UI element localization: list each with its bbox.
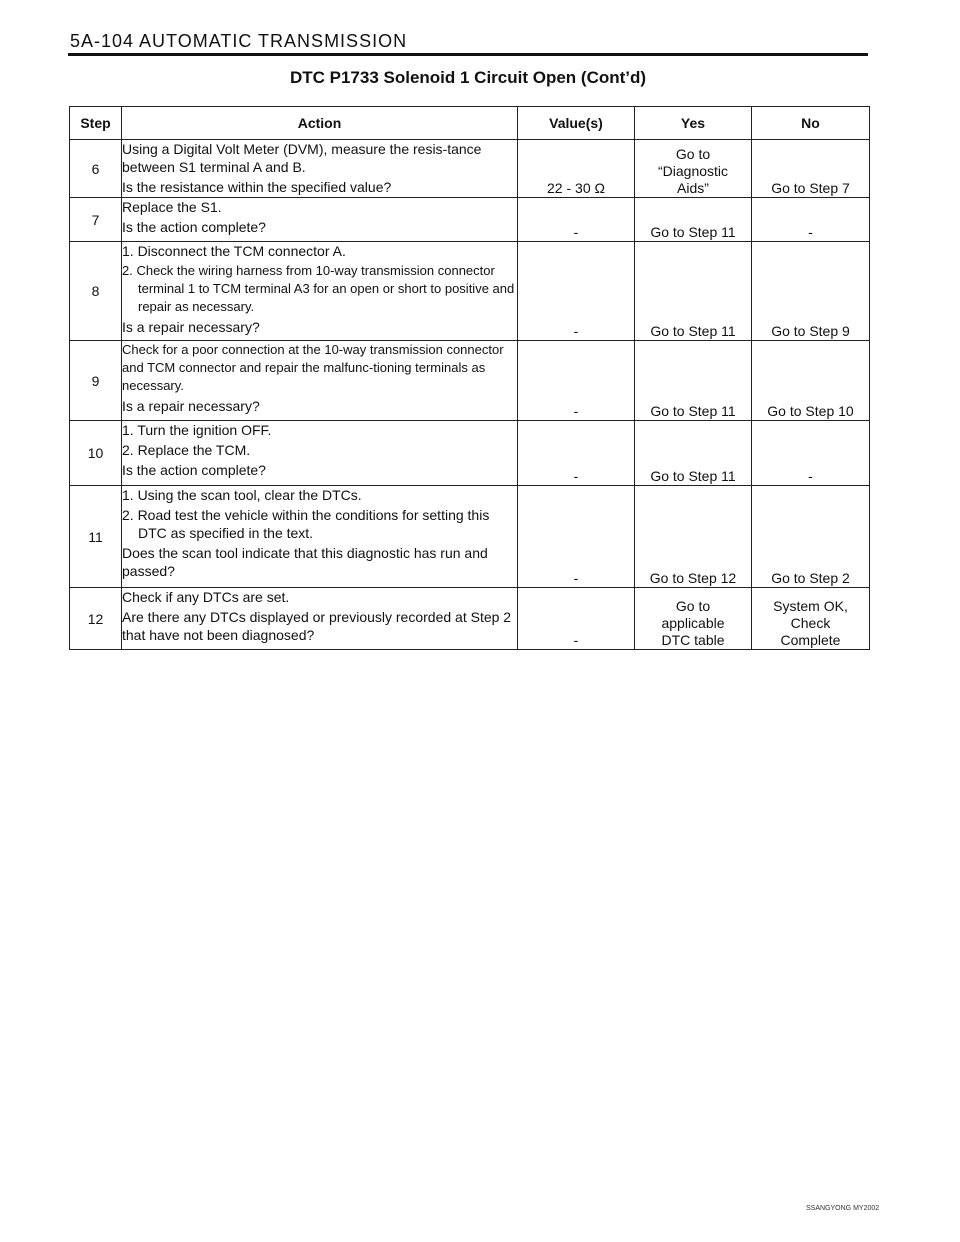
step-number: 9 xyxy=(70,341,122,421)
yes-cell: Go to Step 11 xyxy=(635,341,752,421)
no-cell: Go to Step 9 xyxy=(752,242,870,341)
table-row xyxy=(70,242,870,341)
value-cell: - xyxy=(518,588,635,650)
value-cell: - xyxy=(518,421,635,486)
diagnostic-table xyxy=(69,106,870,650)
value-cell: - xyxy=(518,242,635,341)
action-line: 2. Check the wiring harness from 10-way transmission connector terminal 1 to TCM terminal A3 for an open or short to positive and repair as necessary. xyxy=(122,263,515,314)
value-cell: - xyxy=(518,198,635,242)
yes-cell: Go to Step 12 xyxy=(635,486,752,588)
header-rule xyxy=(68,53,868,56)
no-cell: - xyxy=(752,198,870,242)
footer-brand: SSANGYONG MY2002 xyxy=(806,1205,880,1212)
step-number: 10 xyxy=(70,421,122,486)
no-cell: Go to Step 2 xyxy=(752,486,870,588)
action-line: Is a repair necessary? xyxy=(122,319,260,335)
action-line: 1. Disconnect the TCM connector A. xyxy=(122,243,346,259)
action-line: Is the action complete? xyxy=(122,219,266,235)
step-number: 6 xyxy=(70,140,122,198)
column-header-values: Value(s) xyxy=(518,107,635,140)
action-cell xyxy=(122,486,518,588)
yes-cell: Go to “Diagnostic Aids” xyxy=(635,140,752,198)
section-header: 5A-104 AUTOMATIC TRANSMISSION xyxy=(70,31,408,51)
column-header-step: Step xyxy=(70,107,122,140)
page-title: DTC P1733 Solenoid 1 Circuit Open (Cont’d) xyxy=(289,68,647,87)
step-number: 8 xyxy=(70,242,122,341)
column-header-no: No xyxy=(752,107,870,140)
value-cell: - xyxy=(518,486,635,588)
no-cell: Go to Step 10 xyxy=(752,341,870,421)
action-line: Replace the S1. xyxy=(122,199,222,215)
action-line: Does the scan tool indicate that this diagnostic has run and passed? xyxy=(122,545,488,579)
table-header-row xyxy=(70,107,870,140)
step-number: 12 xyxy=(70,588,122,650)
action-line: Check if any DTCs are set. xyxy=(122,589,290,605)
action-line: 1. Turn the ignition OFF. xyxy=(122,422,272,438)
table-row xyxy=(70,140,870,198)
action-line: Is a repair necessary? xyxy=(122,398,260,414)
action-line: Are there any DTCs displayed or previously recorded at Step 2 that have not been diagnosed? xyxy=(122,609,512,643)
yes-cell: Go to Step 11 xyxy=(635,198,752,242)
action-cell xyxy=(122,588,518,650)
action-cell xyxy=(122,242,518,341)
column-header-yes: Yes xyxy=(635,107,752,140)
step-number: 7 xyxy=(70,198,122,242)
action-cell xyxy=(122,341,518,421)
table-row xyxy=(70,588,870,650)
value-cell: - xyxy=(518,341,635,421)
action-cell xyxy=(122,198,518,242)
table-row xyxy=(70,421,870,486)
action-line: Check for a poor connection at the 10-way transmission connector and TCM connector and repair the malfunc-tioning terminals as necessary. xyxy=(122,342,504,393)
value-cell: 22 - 30 Ω xyxy=(518,140,635,198)
table-row xyxy=(70,341,870,421)
yes-cell: Go to Step 11 xyxy=(635,242,752,341)
action-line: 1. Using the scan tool, clear the DTCs. xyxy=(122,487,362,503)
yes-cell: Go to applicable DTC table xyxy=(635,588,752,650)
action-line: Is the action complete? xyxy=(122,462,266,478)
action-line: 2. Replace the TCM. xyxy=(122,442,251,458)
step-number: 11 xyxy=(70,486,122,588)
action-line: Using a Digital Volt Meter (DVM), measure the resis-tance between S1 terminal A and B. xyxy=(122,141,482,175)
action-cell xyxy=(122,140,518,198)
action-line: Is the resistance within the specified value? xyxy=(122,179,392,195)
table-row xyxy=(70,486,870,588)
table-row xyxy=(70,198,870,242)
no-cell: Go to Step 7 xyxy=(752,140,870,198)
no-cell: System OK, Check Complete xyxy=(752,588,870,650)
action-cell xyxy=(122,421,518,486)
no-cell: - xyxy=(752,421,870,486)
action-line: 2. Road test the vehicle within the conditions for setting this DTC as specified in the text. xyxy=(122,507,490,541)
column-header-action: Action xyxy=(122,107,518,140)
yes-cell: Go to Step 11 xyxy=(635,421,752,486)
